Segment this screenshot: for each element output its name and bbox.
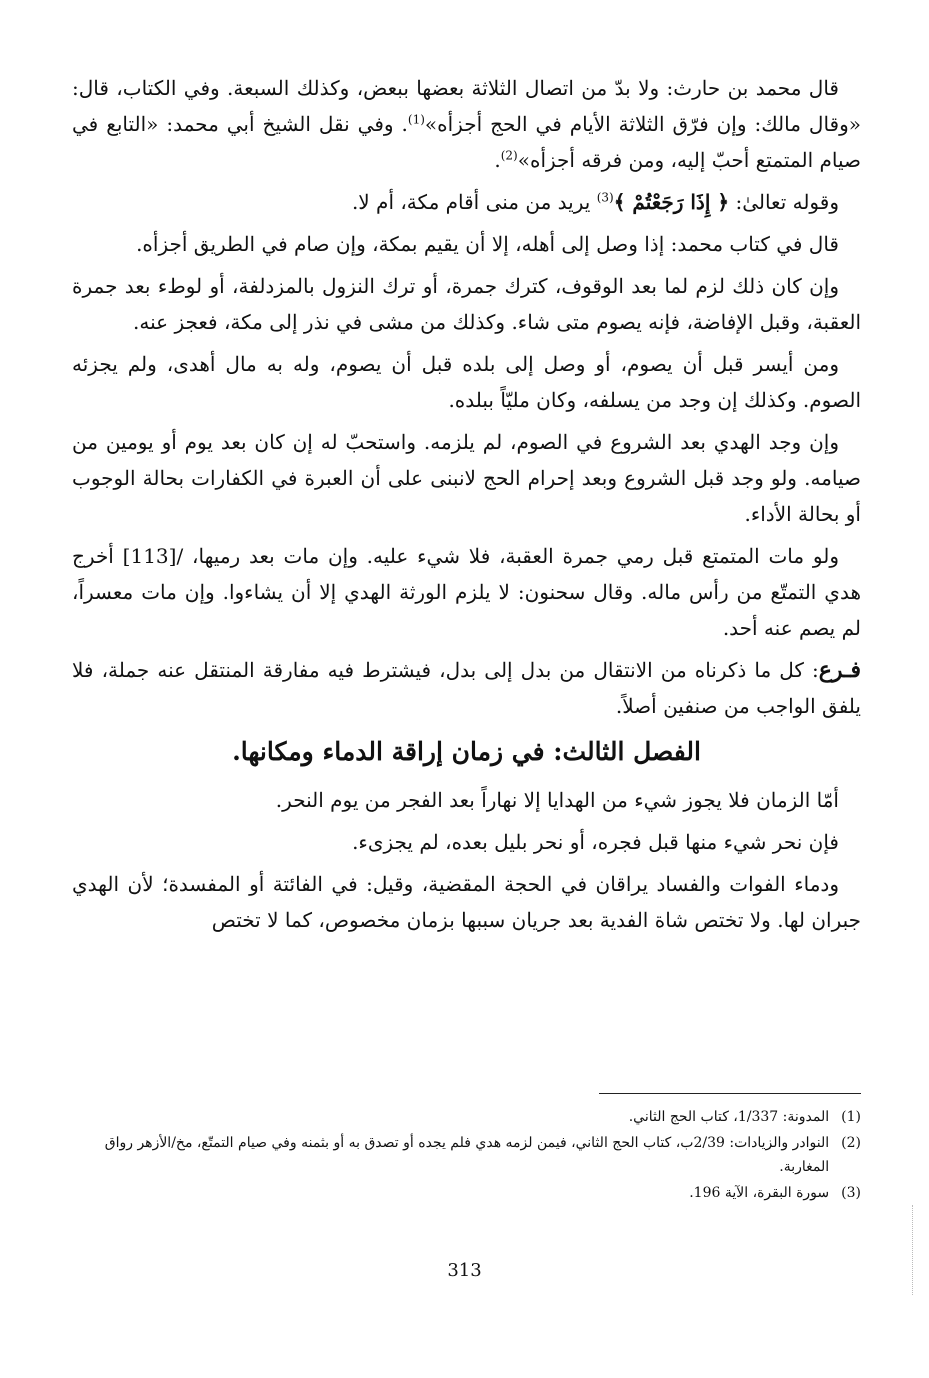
footnote [72, 1131, 861, 1179]
paragraph [72, 824, 861, 860]
paragraph-text: فإن نحر شيء منها قبل فجره، أو نحر بليل بعده، لم يجزىء. [352, 830, 839, 854]
quran-verse: ﴿ إِذَا رَجَعْتُمْ ﴾ [613, 190, 730, 214]
footnote-ref: (2) [500, 148, 518, 163]
paragraph [72, 782, 861, 818]
section-lead-word: فـرع [818, 657, 861, 683]
footnote-text: النوادر والزيادات: 2/39ب، كتاب الحج الثاني، فيمن لزمه هدي فلم يجده أو تصدق به أو بثمنه وفي صيام التمتّع، مخ/الأزهر رواق المغاربة. [104, 1135, 830, 1175]
paragraph [72, 226, 861, 262]
paragraph-text: يريد من منى أقام مكة، أم لا. [351, 190, 597, 214]
footnote-text: المدونة: 1/337، كتاب الحج الثاني. [628, 1109, 830, 1125]
scan-edge-mark [912, 1205, 915, 1295]
paragraph-text: وقوله تعالىٰ: [729, 190, 839, 214]
footnote-text: سورة البقرة، الآية 196. [689, 1185, 830, 1201]
paragraph-text: : كل ما ذكرناه من الانتقال من بدل إلى بدل، فيشترط فيه مفارقة المنتقل عنه جملة، فلا يلفق الواجب من صنفين أصلاً. [72, 658, 861, 718]
footnotes [72, 1105, 861, 1207]
paragraph [72, 268, 861, 340]
paragraph [72, 346, 861, 418]
paragraph [72, 70, 861, 178]
footnote-number: (3) [841, 1185, 861, 1201]
paragraph-text: . [494, 148, 501, 172]
paragraph [72, 184, 861, 220]
footnote-ref: (1) [407, 112, 425, 127]
paragraph-text: قال محمد بن حارث: ولا بدّ من اتصال الثلاثة بعضها ببعض، وكذلك السبعة. وفي الكتاب، قال: «وقال مالك: وإن فرّق الثلاثة الأيام في الحج أجزأه» [72, 76, 861, 136]
footnote-number: (2) [841, 1135, 861, 1151]
page-number: 313 [447, 1260, 482, 1281]
footnote-number: (1) [841, 1109, 861, 1125]
paragraph [72, 866, 861, 938]
paragraph-text: وإن وجد الهدي بعد الشروع في الصوم، لم يلزمه. واستحبّ له إن كان بعد يوم أو يومين من صيامه. ولو وجد قبل الشروع وبعد إحرام الحج لانبنى على أن العبرة في الكفارات بحالة الوجوب أو بحالة الأداء. [72, 430, 861, 526]
footnote [72, 1181, 861, 1205]
paragraph [72, 652, 861, 724]
footnote [72, 1105, 861, 1129]
main-text [72, 70, 861, 944]
paragraph [72, 538, 861, 646]
footnote-divider [599, 1093, 861, 1094]
paragraph-text: ولو مات المتمتع قبل رمي جمرة العقبة، فلا شيء عليه. وإن مات بعد رميها، /[113] أخرج هدي التمتّع من رأس ماله. وقال سحنون: لا يلزم الورثة الهدي إلا أن يشاءوا. وإن مات معسراً، لم يصم عنه أحد. [72, 544, 861, 640]
paragraph-text: أمّا الزمان فلا يجوز شيء من الهدايا إلا نهاراً بعد الفجر من يوم النحر. [275, 788, 839, 812]
paragraph [72, 424, 861, 532]
paragraph-text: . وفي نقل الشيخ أبي محمد: «التابع في صيام المتمتع أحبّ إليه، ومن فرقه أجزأه» [72, 112, 861, 172]
paragraph-text: قال في كتاب محمد: إذا وصل إلى أهله، إلا أن يقيم بمكة، وإن صام في الطريق أجزأه. [136, 232, 839, 256]
paragraph-text: ودماء الفوات والفساد يراقان في الحجة المقضية، وقيل: في الفائتة أو المفسدة؛ لأن الهدي جبران لها. ولا تختص شاة الفدية بعد جريان سببها بزمان مخصوص، كما لا تختص [72, 872, 861, 932]
footnote-ref: (3) [596, 190, 614, 205]
paragraph-text: وإن كان ذلك لزم لما بعد الوقوف، كترك جمرة، أو ترك النزول بالمزدلفة، أو لوطء بعد جمرة العقبة، وقبل الإفاضة، فإنه يصوم متى شاء. وكذلك من مشى في نذر إلى مكة، فعجز عنه. [72, 274, 861, 334]
chapter-heading: الفصل الثالث: في زمان إراقة الدماء ومكانها. [232, 737, 701, 766]
paragraph-text: ومن أيسر قبل أن يصوم، أو وصل إلى بلده قبل أن يصوم، وله به مال أهدى، ولم يجزئه الصوم. وكذلك إن وجد من يسلفه، وكان مليّاً ببلده. [72, 352, 861, 412]
